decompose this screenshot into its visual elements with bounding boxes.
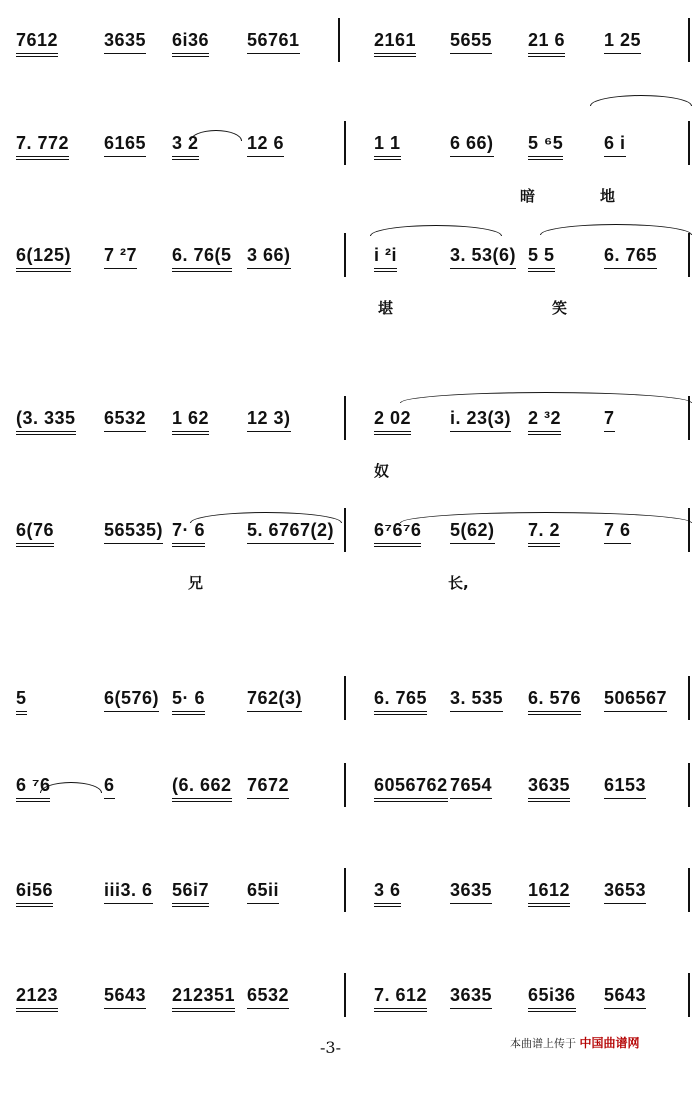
lyric: 地 [600, 187, 616, 205]
note-group: 3 2 [172, 133, 199, 160]
note-group: i ²i [374, 245, 397, 272]
note-group: (3. 335 [16, 408, 76, 435]
note-group: 7. 2 [528, 520, 560, 547]
barline [344, 973, 346, 1017]
note-group: 6532 [104, 408, 146, 432]
lyric: 暗 [520, 187, 536, 205]
note-group: 7. 772 [16, 133, 69, 160]
note-group: 7. 612 [374, 985, 427, 1012]
note-group: 5. 6767(2) [247, 520, 334, 544]
note-group: 6532 [247, 985, 289, 1009]
note-group: 6 [104, 775, 115, 799]
note-group: 7654 [450, 775, 492, 799]
lyric: 奴 [374, 462, 390, 480]
score-row [0, 30, 700, 140]
score-row [0, 408, 700, 518]
barline [688, 868, 690, 912]
barline [344, 121, 346, 165]
note-group: 5643 [604, 985, 646, 1009]
barline [344, 763, 346, 807]
note-group: 5643 [104, 985, 146, 1009]
note-group: 6. 76(5 [172, 245, 232, 272]
note-group: 5(62) [450, 520, 495, 544]
note-group: 7612 [16, 30, 58, 57]
note-group: 5 [16, 688, 27, 715]
barline [688, 508, 690, 552]
note-group: (6. 662 [172, 775, 232, 802]
note-group: 6. 765 [604, 245, 657, 269]
lyric: 兄 [188, 574, 204, 592]
note-group: 1 25 [604, 30, 641, 54]
barline [344, 508, 346, 552]
note-group: 56i7 [172, 880, 209, 907]
note-group: iii3. 6 [104, 880, 153, 904]
note-group: 6. 765 [374, 688, 427, 715]
note-group: 6. 576 [528, 688, 581, 715]
note-group: 6056762 [374, 775, 448, 802]
note-group: 3. 535 [450, 688, 503, 712]
note-group: 56535) [104, 520, 163, 544]
note-group: 5655 [450, 30, 492, 54]
note-group: 3635 [104, 30, 146, 54]
lyric: 笑 [552, 299, 568, 317]
note-group: 3635 [528, 775, 570, 802]
note-group: 5· 6 [172, 688, 205, 715]
note-group: 6153 [604, 775, 646, 799]
note-group: 3 66) [247, 245, 291, 269]
note-group: 3635 [450, 985, 492, 1009]
page-number: -3- [320, 1038, 341, 1057]
note-group: 6(76 [16, 520, 54, 547]
note-group: 3653 [604, 880, 646, 904]
note-group: 5 5 [528, 245, 555, 272]
barline [344, 676, 346, 720]
score-row [0, 880, 700, 990]
note-group: 7· 6 [172, 520, 205, 547]
note-group: 212351 [172, 985, 235, 1012]
barline [688, 676, 690, 720]
barline [688, 121, 690, 165]
note-group: 6165 [104, 133, 146, 157]
note-group: 1 62 [172, 408, 209, 435]
note-group: 5 ⁶5 [528, 133, 563, 160]
slur [400, 392, 692, 403]
score-row [0, 245, 700, 355]
note-group: 21 6 [528, 30, 565, 57]
site-logo: 中国曲谱网 [579, 1036, 640, 1050]
note-group: 3 6 [374, 880, 401, 907]
watermark [510, 1034, 640, 1051]
barline [688, 233, 690, 277]
note-group: 2161 [374, 30, 416, 57]
note-group: 3. 53(6) [450, 245, 516, 269]
note-group: 7672 [247, 775, 289, 799]
barline [688, 18, 690, 62]
note-group: 12 3) [247, 408, 291, 432]
note-group: i. 23(3) [450, 408, 511, 432]
note-group: 12 6 [247, 133, 284, 157]
note-group: 6 ⁷6 [16, 775, 50, 802]
note-group: 6i56 [16, 880, 53, 907]
note-group: 6⁷6⁷6 [374, 520, 421, 547]
barline [688, 763, 690, 807]
note-group: 6 66) [450, 133, 494, 157]
note-group: 65ii [247, 880, 279, 904]
upload-note: 本曲谱上传于 [510, 1037, 576, 1050]
note-group: 1 1 [374, 133, 401, 160]
note-group: 7 ²7 [104, 245, 137, 269]
note-group: 7 6 [604, 520, 631, 544]
note-group: 2123 [16, 985, 58, 1012]
note-group: 6i36 [172, 30, 209, 57]
score-row [0, 775, 700, 885]
barline [344, 233, 346, 277]
note-group: 2 02 [374, 408, 411, 435]
note-group: 6(576) [104, 688, 159, 712]
note-group: 7 [604, 408, 615, 432]
note-group: 56761 [247, 30, 300, 54]
note-group: 762(3) [247, 688, 302, 712]
note-group: 2 ³2 [528, 408, 561, 435]
note-group: 6(125) [16, 245, 71, 272]
barline [344, 396, 346, 440]
note-group: 506567 [604, 688, 667, 712]
barline [338, 18, 340, 62]
note-group: 6 i [604, 133, 626, 157]
score-row [0, 520, 700, 630]
note-group: 1612 [528, 880, 570, 907]
barline [688, 973, 690, 1017]
lyric: 堪 [378, 299, 394, 317]
note-group: 65i36 [528, 985, 576, 1012]
barline [344, 868, 346, 912]
lyric: 长, [448, 574, 469, 592]
note-group: 3635 [450, 880, 492, 904]
